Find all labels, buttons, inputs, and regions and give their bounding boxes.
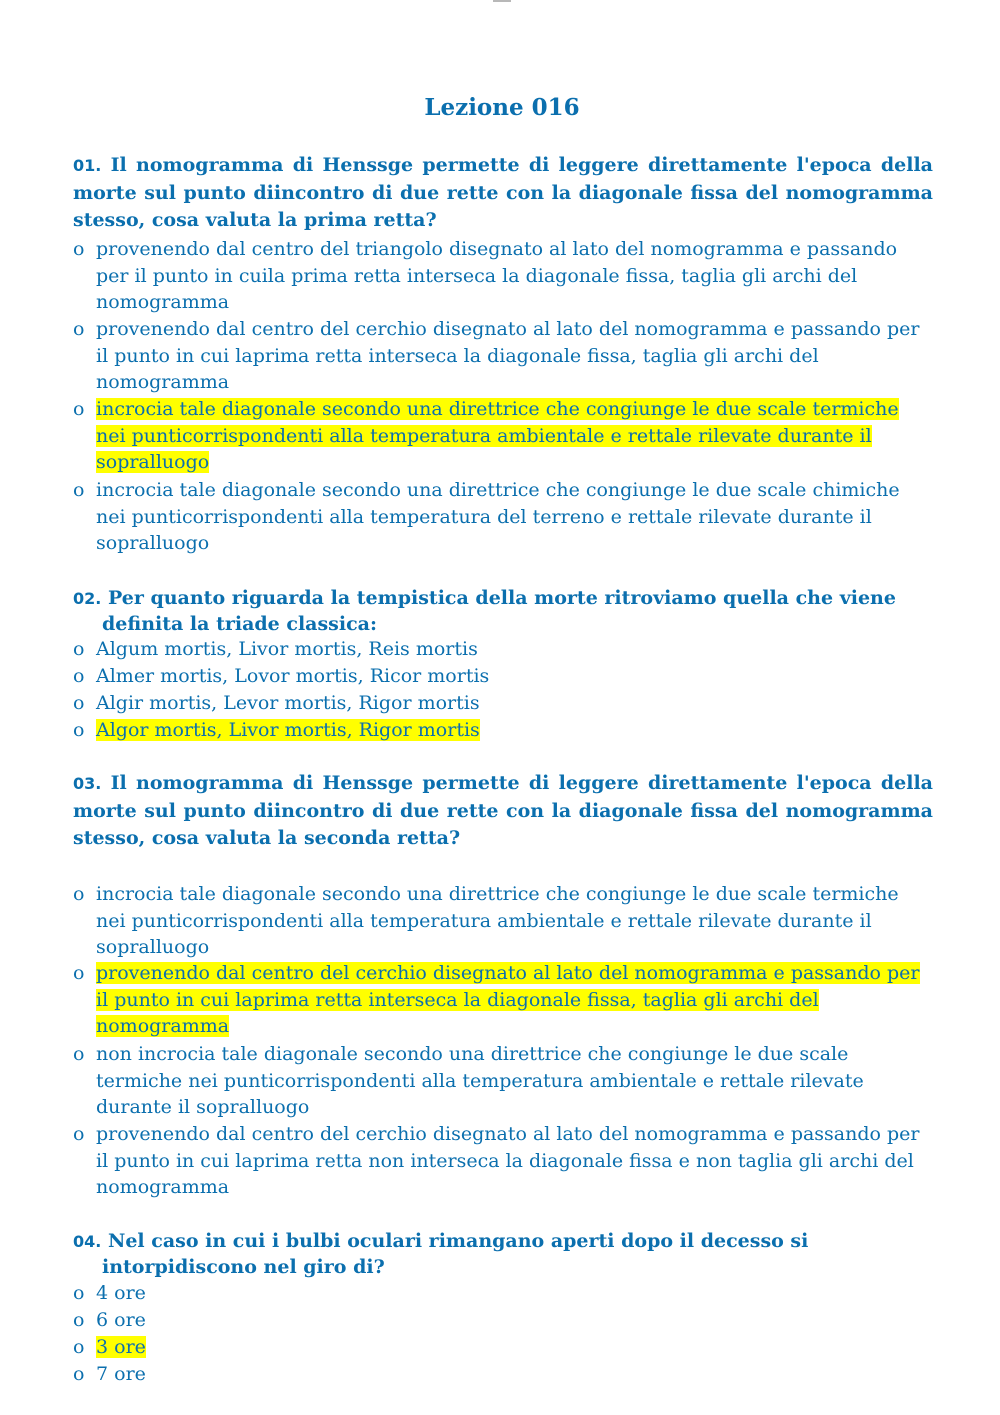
answer-option-correct [73,960,933,1040]
answer-option-text: incrocia tale diagonale secondo una direttrice che congiunge le due scale termiche nei punticorrispondenti alla temperatura ambientale e rettale rilevate durante il sopralluogo [96,398,899,473]
answer-option-correct [73,717,933,744]
answer-option [73,1280,933,1307]
bullet-icon: o [73,638,85,660]
question-01 [73,152,933,235]
answer-option [73,881,933,961]
bullet-icon: o [73,1309,85,1331]
question-text: Nel caso in cui i bulbi oculari rimangano aperti dopo il decesso si intorpidiscono nel giro di? [102,1230,809,1278]
answer-option-text: Algir mortis, Levor mortis, Rigor mortis [96,692,480,714]
answer-option-text: Algum mortis, Livor mortis, Reis mortis [96,638,478,660]
question-number: 01. [73,156,102,175]
answer-option [73,1121,933,1201]
answer-option-text: provenendo dal centro del cerchio disegnato al lato del nomogramma e passando per il punto in cui laprima retta non interseca la diagonale fissa e non taglia gli archi del nomogramma [96,1123,920,1198]
bullet-icon: o [73,1282,85,1304]
answer-option-text: incrocia tale diagonale secondo una direttrice che congiunge le due scale termiche nei punticorrispondenti alla temperatura ambientale e rettale rilevate durante il sopralluogo [96,883,899,958]
answer-option [73,1361,933,1388]
answer-option [73,636,933,663]
answer-option-text: provenendo dal centro del triangolo disegnato al lato del nomogramma e passando per il punto in cuila prima retta interseca la diagonale fissa, taglia gli archi del nomogramma [96,238,898,313]
bullet-icon: o [73,883,85,905]
answer-option [73,663,933,690]
answer-option-text: incrocia tale diagonale secondo una direttrice che congiunge le due scale chimiche nei punticorrispondenti alla temperatura del terreno e rettale rilevate durante il sopralluogo [96,479,900,554]
answer-option-text: Almer mortis, Lovor mortis, Ricor mortis [96,665,490,687]
answer-option [73,316,933,396]
header-mark [493,0,511,2]
bullet-icon: o [73,318,85,340]
answer-option [73,1041,933,1121]
answer-option-text: provenendo dal centro del cerchio disegnato al lato del nomogramma e passando per il punto in cui laprima retta interseca la diagonale fissa, taglia gli archi del nomogramma [96,318,920,393]
answer-option-text: 3 ore [96,1336,146,1358]
question-02 [73,586,933,636]
page-title: Lezione 016 [424,94,580,121]
question-04 [73,1229,933,1279]
answer-option-text: 4 ore [96,1282,146,1304]
answer-option [73,690,933,717]
question-number: 04. [73,1232,102,1251]
bullet-icon: o [73,1363,85,1385]
bullet-icon: o [73,962,85,984]
question-number: 03. [73,774,102,793]
bullet-icon: o [73,1336,85,1358]
question-03 [73,770,933,853]
bullet-icon: o [73,238,85,260]
bullet-icon: o [73,665,85,687]
answer-option [73,477,933,557]
answer-option [73,1307,933,1334]
question-text: Per quanto riguarda la tempistica della morte ritroviamo quella che viene definita la triade classica: [102,587,896,635]
bullet-icon: o [73,1123,85,1145]
bullet-icon: o [73,692,85,714]
answer-option-text: 6 ore [96,1309,146,1331]
question-number: 02. [73,589,102,608]
question-text: Il nomogramma di Henssge permette di leggere direttamente l'epoca della morte sul punto diincontro di due rette con la diagonale fissa del nomogramma stesso, cosa valuta la seconda retta? [73,772,933,849]
answer-option-text: non incrocia tale diagonale secondo una direttrice che congiunge le due scale termiche nei punticorrispondenti alla temperatura ambientale e rettale rilevate durante il sopralluogo [96,1043,864,1118]
answer-option-text: Algor mortis, Livor mortis, Rigor mortis [96,719,480,741]
answer-option-text: provenendo dal centro del cerchio disegnato al lato del nomogramma e passando per il punto in cui laprima retta interseca la diagonale fissa, taglia gli archi del nomogramma [96,962,920,1037]
bullet-icon: o [73,479,85,501]
answer-option-correct [73,396,933,476]
answer-option-text: 7 ore [96,1363,146,1385]
question-text: Il nomogramma di Henssge permette di leggere direttamente l'epoca della morte sul punto diincontro di due rette con la diagonale fissa del nomogramma stesso, cosa valuta la prima retta? [73,154,933,231]
bullet-icon: o [73,398,85,420]
bullet-icon: o [73,1043,85,1065]
bullet-icon: o [73,719,85,741]
answer-option-correct [73,1334,933,1361]
answer-option [73,236,933,316]
